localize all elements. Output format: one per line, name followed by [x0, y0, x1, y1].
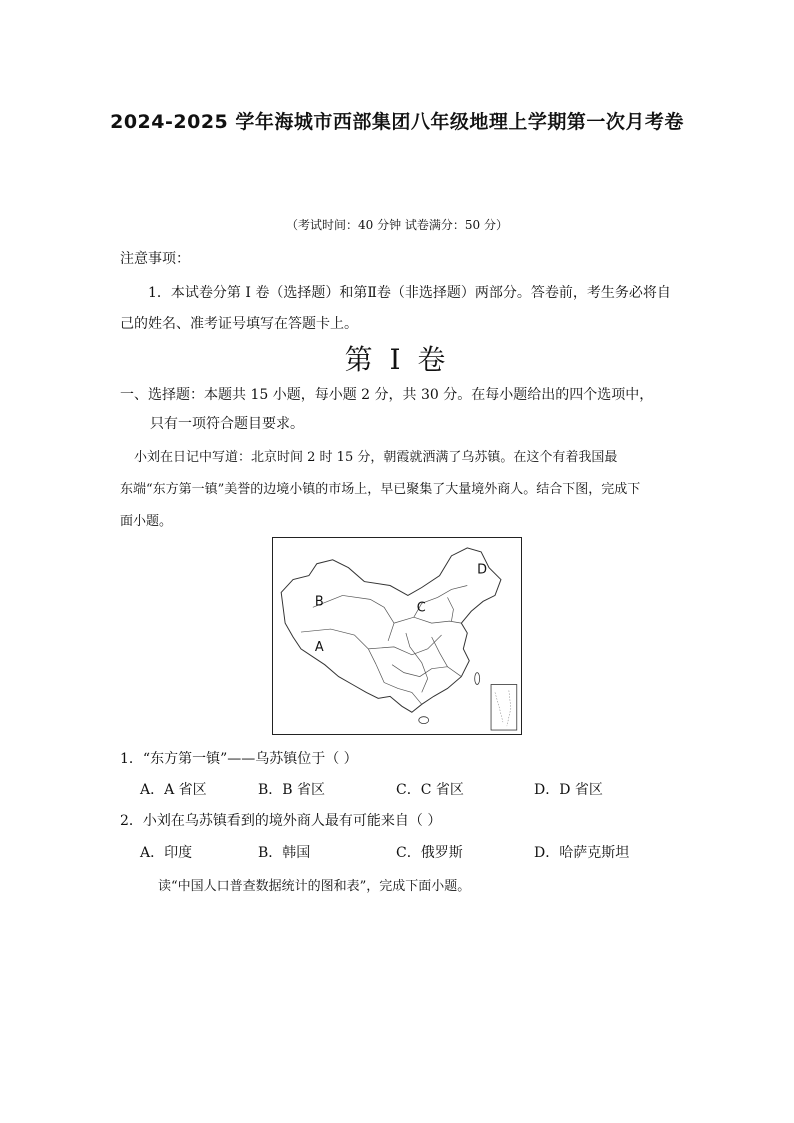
map-label-c: C [416, 600, 426, 616]
question-2: 2．小刘在乌苏镇看到的境外商人最有可能来自（ ） [120, 813, 442, 829]
china-map-drawing [273, 538, 521, 734]
material-line-4: 读“中国人口普查数据统计的图和表”，完成下面小题。 [158, 879, 471, 894]
q2-option-a[interactable]: A．印度 [140, 845, 193, 861]
china-map [272, 537, 522, 735]
country-outline [281, 548, 501, 712]
map-label-d: D [477, 562, 488, 578]
q1-option-d[interactable]: D．D 省区 [534, 782, 603, 798]
q1-option-b[interactable]: B．B 省区 [258, 782, 326, 798]
section-heading-cont: 只有一项符合题目要求。 [150, 416, 304, 432]
q2-option-c[interactable]: C．俄罗斯 [396, 845, 463, 861]
q1-option-c[interactable]: C．C 省区 [396, 782, 464, 798]
q1-option-a[interactable]: A．A 省区 [140, 782, 207, 798]
notice-line-2: 己的姓名、准考证号填写在答题卡上。 [120, 316, 358, 332]
q2-option-b[interactable]: B．韩国 [258, 845, 311, 861]
notice-line-1: 1．本试卷分第 I 卷（选择题）和第Ⅱ卷（非选择题）两部分。答卷前，考生务必将自 [148, 285, 671, 301]
material-line-3: 面小题。 [120, 514, 173, 529]
volume-heading: 第 I 卷 [344, 343, 450, 376]
exam-meta: （考试时间：40 分钟 试卷满分：50 分） [286, 218, 508, 232]
map-label-b: B [314, 594, 324, 610]
notice-label: 注意事项： [120, 251, 190, 267]
q2-option-d[interactable]: D．哈萨克斯坦 [534, 845, 630, 861]
material-line-2: 东端“东方第一镇”美誉的边境小镇的市场上，早已聚集了大量境外商人。结合下图，完成下 [120, 482, 641, 497]
map-label-a: A [314, 639, 324, 655]
question-1: 1．“东方第一镇”——乌苏镇位于（ ） [120, 751, 358, 767]
material-line-1: 小刘在日记中写道：北京时间 2 时 15 分，朝霞就洒满了乌苏镇。在这个有着我国最 [134, 450, 618, 465]
section-heading: 一、选择题：本题共 15 小题，每小题 2 分，共 30 分。在每小题给出的四个选项中， [120, 387, 654, 403]
exam-title: 2024-2025 学年海城市西部集团八年级地理上学期第一次月考卷 [110, 111, 684, 133]
